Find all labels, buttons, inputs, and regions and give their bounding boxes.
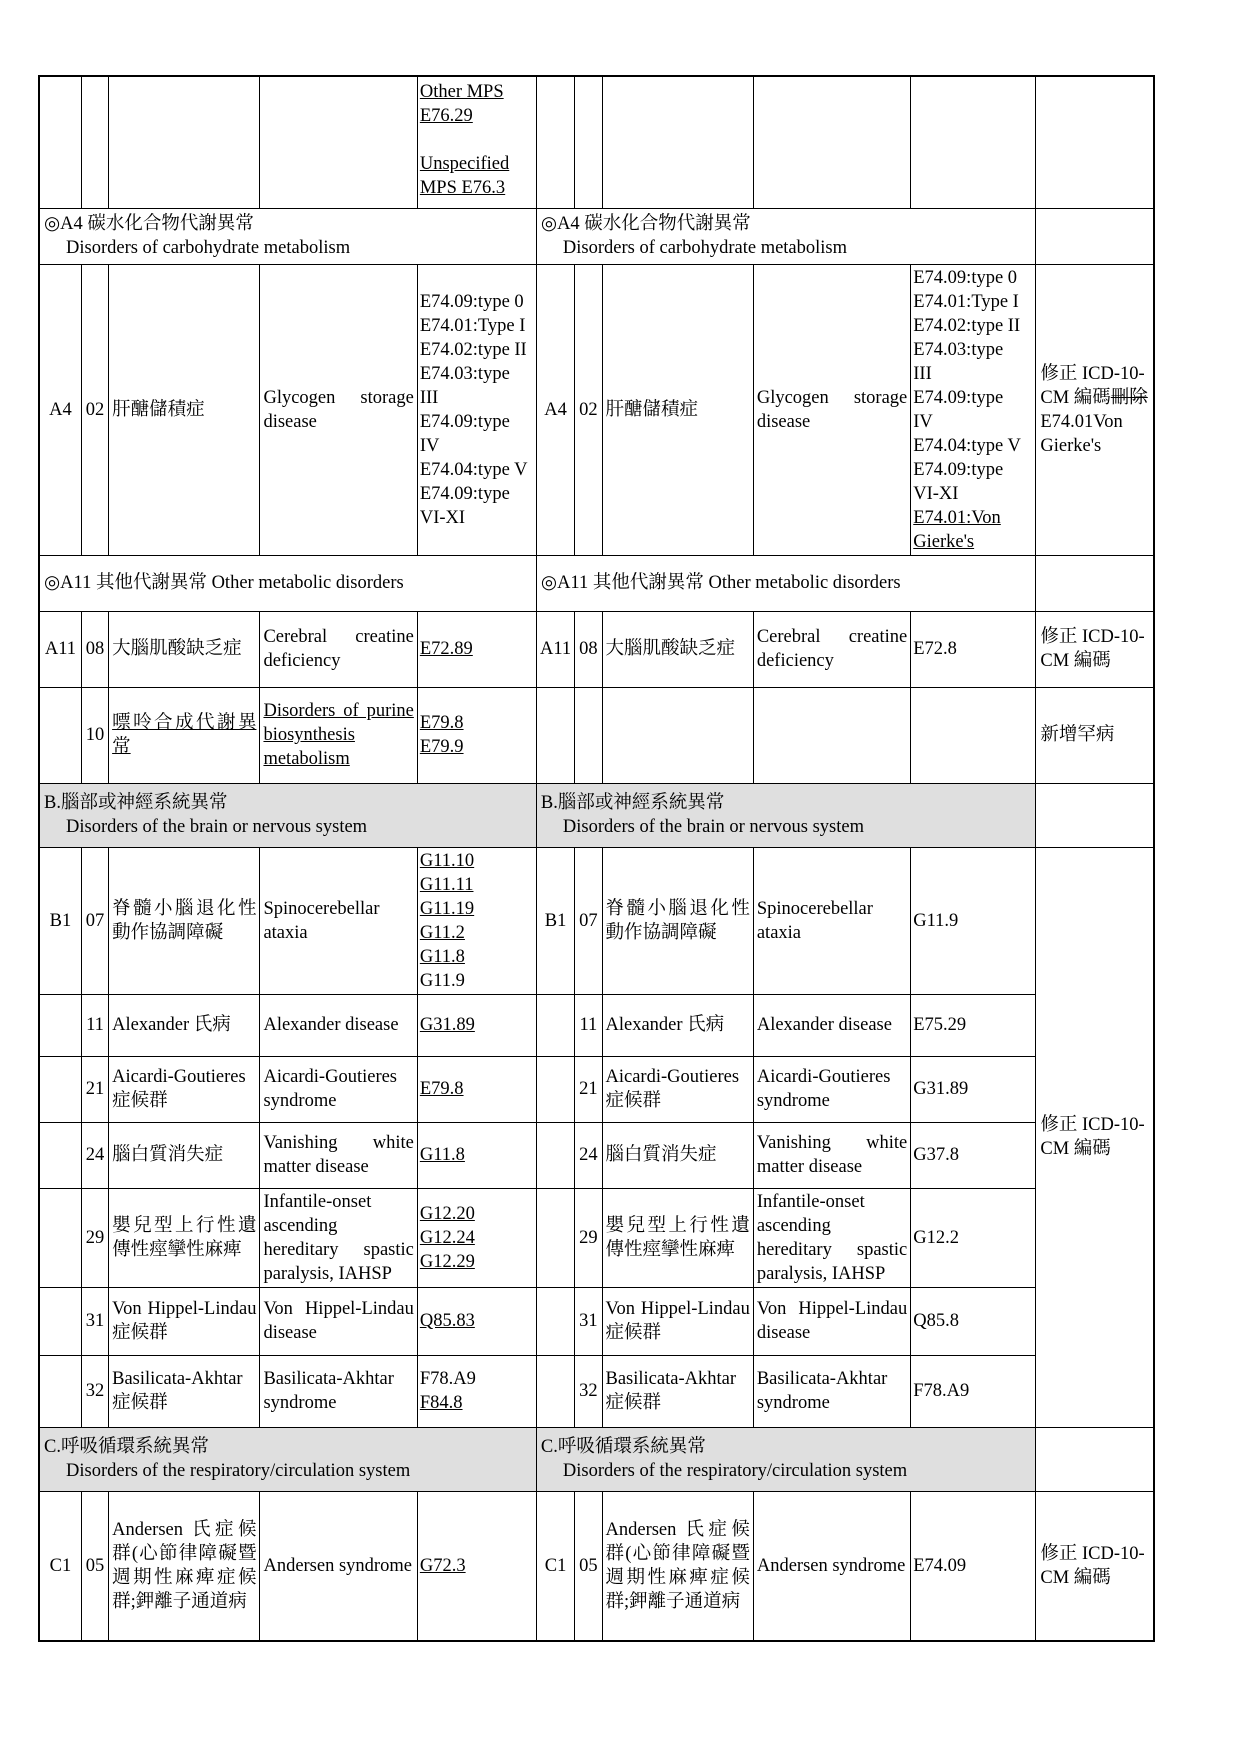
r32-right-id-cell [536, 1355, 574, 1427]
code-line: E74.01:Von [913, 507, 1001, 528]
section-c-note-cell [1036, 1427, 1154, 1491]
section-a4-title-zh: ◎A4 碳水化合物代謝異常 [44, 214, 254, 234]
row-b1-11 [39, 994, 1154, 1056]
code-line: G31.89 [419, 1015, 475, 1035]
a1108-right-code-cell [911, 611, 1036, 687]
r11-right-en-cell: Alexander disease [753, 994, 910, 1056]
b107-left-zh-cell: 脊髓小腦退化性動作協調障礙 [109, 847, 260, 994]
r24-left-no-cell: 24 [81, 1122, 108, 1188]
code-line: E72.8 [913, 639, 957, 659]
r32-left-zh-cell: Basilicata-Akhtar 症候群 [109, 1355, 260, 1427]
code-line: E74.04:type V [419, 459, 528, 480]
c105-right-en-cell: Andersen syndrome [753, 1491, 910, 1641]
code-line: IV [913, 411, 933, 432]
a402-left-code-cell [417, 264, 536, 555]
r11-right-zh-cell: Alexander 氏病 [602, 994, 753, 1056]
a1108-left-no-cell: 08 [81, 611, 108, 687]
carryover-right-id-cell [536, 76, 574, 208]
row-section-a11 [39, 555, 1154, 611]
section-a11-left-header-cell [39, 555, 536, 611]
r10-note-cell [1036, 687, 1154, 783]
row-c1-05 [39, 1491, 1154, 1641]
r10-right-id-cell [536, 687, 574, 783]
r31-left-code-cell [417, 1287, 536, 1355]
row-a11-10 [39, 687, 1154, 783]
row-a4-02 [39, 264, 1154, 555]
b107-right-en-cell: Spinocerebellar ataxia [753, 847, 910, 994]
row-a11-08 [39, 611, 1154, 687]
carryover-left-id-cell [39, 76, 81, 208]
a1108-left-code-cell [417, 611, 536, 687]
r32-right-no-cell: 32 [575, 1355, 602, 1427]
section-c-title-zh: C.呼吸循環系統異常 [44, 1437, 209, 1457]
r29-right-en-cell: Infantile-onset ascending hereditary spastic paralysis, IAHSP [753, 1188, 910, 1287]
code-line: MPS E76.3 [419, 177, 506, 198]
a1108-right-id-cell: A11 [536, 611, 574, 687]
r31-left-zh-cell: Von Hippel-Lindau 症候群 [109, 1287, 260, 1355]
code-line: G11.9 [419, 970, 465, 991]
c105-left-id-cell: C1 [39, 1491, 81, 1641]
code-line: G11.11 [419, 874, 474, 895]
b107-left-en-cell: Spinocerebellar ataxia [260, 847, 417, 994]
r29-left-code-cell [417, 1188, 536, 1287]
code-line: Other MPS [419, 81, 504, 102]
r29-right-id-cell [536, 1188, 574, 1287]
r31-right-no-cell: 31 [575, 1287, 602, 1355]
b-block-note-cell [1036, 847, 1154, 1427]
b107-right-zh-cell: 脊髓小腦退化性動作協調障礙 [602, 847, 753, 994]
r29-right-zh-cell: 嬰兒型上行性遺傳性痙攣性麻痺 [602, 1188, 753, 1287]
code-line: E74.09:type 0 [419, 291, 524, 312]
code-line: Q85.8 [913, 1311, 959, 1331]
section-b-note-cell [1036, 783, 1154, 847]
r29-right-no-cell: 29 [575, 1188, 602, 1287]
code-line: Unspecified [419, 153, 510, 174]
code-line: E74.09 [913, 1555, 967, 1576]
carryover-note-cell [1036, 76, 1154, 208]
section-c-left-header-cell [39, 1427, 536, 1491]
code-line: E74.01:Type I [419, 315, 526, 336]
section-a4-left-header-cell [39, 208, 536, 264]
code-line: G12.2 [913, 1227, 959, 1248]
disease-name-zh: 嘌呤合成代謝異常 [112, 713, 257, 757]
r31-right-id-cell [536, 1287, 574, 1355]
c105-left-en-cell: Andersen syndrome [260, 1491, 417, 1641]
code-line: E74.03:type [419, 363, 510, 384]
r31-right-en-cell: Von Hippel-Lindau disease [753, 1287, 910, 1355]
r24-left-en-cell: Vanishing white matter disease [260, 1122, 417, 1188]
note-strikethrough-text: 刪除 [1110, 387, 1148, 408]
r10-right-en-cell [753, 687, 910, 783]
code-line: F78.A9 [913, 1381, 970, 1401]
a402-right-zh-cell: 肝醣儲積症 [602, 264, 753, 555]
r32-right-zh-cell: Basilicata-Akhtar 症候群 [602, 1355, 753, 1427]
section-b-right-header-cell [536, 783, 1035, 847]
carryover-right-en-cell [753, 76, 910, 208]
code-line: III [913, 363, 932, 384]
row-b1-24 [39, 1122, 1154, 1188]
code-line: F78.A9 [419, 1369, 476, 1389]
code-line: G12.29 [419, 1251, 475, 1272]
code-line: E74.09:type [913, 387, 1004, 408]
c105-left-code-cell [417, 1491, 536, 1641]
carryover-right-code-cell [911, 76, 1036, 208]
a402-left-no-cell: 02 [81, 264, 108, 555]
r24-left-zh-cell: 腦白質消失症 [109, 1122, 260, 1188]
a402-left-en-cell: Glycogen storage disease [260, 264, 417, 555]
section-a4-note-cell [1036, 208, 1154, 264]
code-line: G31.89 [913, 1079, 969, 1099]
r29-left-no-cell: 29 [81, 1188, 108, 1287]
carryover-left-zh-cell [109, 76, 260, 208]
code-line: G11.2 [419, 922, 465, 943]
r31-left-id-cell [39, 1287, 81, 1355]
code-line: E76.29 [419, 105, 473, 126]
row-section-c [39, 1427, 1154, 1491]
code-line: G11.10 [419, 850, 475, 871]
r31-left-no-cell: 31 [81, 1287, 108, 1355]
code-line: VI-XI [419, 507, 466, 528]
code-line: G37.8 [913, 1145, 959, 1165]
r10-right-code-cell [911, 687, 1036, 783]
code-line: Gierke's [913, 531, 975, 552]
r21-left-en-cell: Aicardi-Goutieres syndrome [260, 1056, 417, 1122]
code-line: E74.09:type [419, 483, 510, 504]
r11-left-code-cell [417, 994, 536, 1056]
section-a11-note-cell [1036, 555, 1154, 611]
r31-right-zh-cell: Von Hippel-Lindau症候群 [602, 1287, 753, 1355]
r21-left-code-cell [417, 1056, 536, 1122]
c105-right-id-cell: C1 [536, 1491, 574, 1641]
r11-right-no-cell: 11 [575, 994, 602, 1056]
carryover-right-no-cell [575, 76, 602, 208]
r32-right-code-cell [911, 1355, 1036, 1427]
row-section-b [39, 783, 1154, 847]
code-line: Q85.83 [419, 1311, 475, 1331]
r21-right-code-cell [911, 1056, 1036, 1122]
carryover-left-code-cell [417, 76, 536, 208]
section-a11-title: ◎A11 其他代謝異常 Other metabolic disorders [44, 573, 404, 593]
note-text: 新增罕病 [1040, 725, 1115, 745]
r24-right-no-cell: 24 [575, 1122, 602, 1188]
code-line: E79.8 [419, 1079, 464, 1099]
section-c-title-en: Disorders of the respiratory/circulation system [562, 1461, 908, 1481]
section-b-title-zh: B.腦部或神經系統異常 [540, 793, 725, 813]
a402-right-id-cell: A4 [536, 264, 574, 555]
code-line: E74.03:type [913, 339, 1004, 360]
r21-right-id-cell [536, 1056, 574, 1122]
note-text: E74.01Von Gierke's [1040, 411, 1123, 456]
section-a4-right-header-cell [536, 208, 1035, 264]
section-b-title-en: Disorders of the brain or nervous system [66, 817, 368, 837]
section-b-title-zh: B.腦部或神經系統異常 [44, 793, 228, 813]
r11-left-no-cell: 11 [81, 994, 108, 1056]
r21-right-no-cell: 21 [575, 1056, 602, 1122]
a402-note-cell [1036, 264, 1154, 555]
r24-right-en-cell: Vanishing white matter disease [753, 1122, 910, 1188]
r24-right-zh-cell: 腦白質消失症 [602, 1122, 753, 1188]
r24-left-code-cell [417, 1122, 536, 1188]
note-text: 修正 ICD-10-CM 編碼 [1040, 363, 1145, 408]
r32-left-id-cell [39, 1355, 81, 1427]
code-line: G72.3 [419, 1555, 466, 1576]
section-c-title-zh: C.呼吸循環系統異常 [540, 1437, 706, 1457]
code-line: E74.02:type II [419, 339, 527, 360]
c105-right-code-cell [911, 1491, 1036, 1641]
r24-right-id-cell [536, 1122, 574, 1188]
section-a4-title-en: Disorders of carbohydrate metabolism [66, 238, 351, 258]
a1108-left-id-cell: A11 [39, 611, 81, 687]
r31-right-code-cell [911, 1287, 1036, 1355]
row-section-a4 [39, 208, 1154, 264]
a1108-left-zh-cell: 大腦肌酸缺乏症 [109, 611, 260, 687]
code-line: E79.9 [419, 737, 464, 757]
r11-left-id-cell [39, 994, 81, 1056]
row-b1-07 [39, 847, 1154, 994]
a402-right-code-cell [911, 264, 1036, 555]
comparison-table-page [38, 75, 1155, 1642]
section-b-title-en: Disorders of the brain or nervous system [562, 817, 864, 837]
section-c-right-header-cell [536, 1427, 1035, 1491]
r10-left-id-cell [39, 687, 81, 783]
a1108-right-no-cell: 08 [575, 611, 602, 687]
code-line: E74.09:type 0 [913, 267, 1018, 288]
r31-left-en-cell: Von Hippel-Lindau disease [260, 1287, 417, 1355]
section-a4-title-zh: ◎A4 碳水化合物代謝異常 [540, 214, 751, 234]
r10-right-zh-cell [602, 687, 753, 783]
code-line: G11.8 [419, 1145, 465, 1165]
section-b-left-header-cell [39, 783, 536, 847]
r10-left-zh-cell [109, 687, 260, 783]
r21-right-zh-cell: Aicardi-Goutieres 症候群 [602, 1056, 753, 1122]
row-b1-21 [39, 1056, 1154, 1122]
c105-right-no-cell: 05 [575, 1491, 602, 1641]
a402-left-zh-cell: 肝醣儲積症 [109, 264, 260, 555]
c105-left-zh-cell: Andersen 氏症候群(心節律障礙暨週期性麻痺症候群;鉀離子通道病 [109, 1491, 260, 1641]
r21-left-id-cell [39, 1056, 81, 1122]
a402-left-id-cell: A4 [39, 264, 81, 555]
r11-right-id-cell [536, 994, 574, 1056]
code-line: E72.89 [419, 639, 473, 659]
carryover-right-zh-cell [602, 76, 753, 208]
code-line: G12.20 [419, 1203, 475, 1224]
section-a4-title-en: Disorders of carbohydrate metabolism [562, 238, 848, 258]
c105-left-no-cell: 05 [81, 1491, 108, 1641]
c105-note-cell [1036, 1491, 1154, 1641]
note-text: 修正 ICD-10-CM 編碼 [1040, 627, 1145, 671]
code-line: VI-XI [913, 483, 959, 504]
code-line: E74.02:type II [913, 315, 1021, 336]
code-line: E75.29 [913, 1015, 967, 1035]
note-text: 修正 ICD-10-CM 編碼 [1040, 1543, 1145, 1588]
section-a11-right-header-cell [536, 555, 1035, 611]
r10-left-en-cell [260, 687, 417, 783]
a1108-note-cell [1036, 611, 1154, 687]
r11-left-en-cell: Alexander disease [260, 994, 417, 1056]
row-b1-31 [39, 1287, 1154, 1355]
code-line: E74.09:type [913, 459, 1004, 480]
r10-left-code-cell [417, 687, 536, 783]
carryover-left-en-cell [260, 76, 417, 208]
r24-left-id-cell [39, 1122, 81, 1188]
code-line: F84.8 [419, 1393, 463, 1413]
r29-left-id-cell [39, 1188, 81, 1287]
code-line: G11.19 [419, 898, 475, 919]
row-b1-29 [39, 1188, 1154, 1287]
code-line: G11.8 [419, 946, 465, 967]
r32-left-no-cell: 32 [81, 1355, 108, 1427]
code-line: IV [419, 435, 440, 456]
code-line: G11.9 [913, 910, 959, 931]
a402-right-en-cell: Glycogen storage disease [753, 264, 910, 555]
code-line: E74.09:type [419, 411, 510, 432]
b107-right-no-cell: 07 [575, 847, 602, 994]
r11-right-code-cell [911, 994, 1036, 1056]
b107-right-id-cell: B1 [536, 847, 574, 994]
a1108-right-zh-cell: 大腦肌酸缺乏症 [602, 611, 753, 687]
a1108-right-en-cell: Cerebral creatine deficiency [753, 611, 910, 687]
row-carryover [39, 76, 1154, 208]
section-a11-title: ◎A11 其他代謝異常 Other metabolic disorders [540, 573, 901, 593]
b107-left-no-cell: 07 [81, 847, 108, 994]
r21-right-en-cell: Aicardi-Goutieres syndrome [753, 1056, 910, 1122]
disease-name-en: Disorders of purine biosynthesis metabolism [263, 701, 414, 769]
b107-left-code-cell [417, 847, 536, 994]
r21-left-zh-cell: Aicardi-Goutieres 症候群 [109, 1056, 260, 1122]
r29-left-zh-cell: 嬰兒型上行性遺傳性痙攣性麻痺 [109, 1188, 260, 1287]
b107-right-code-cell [911, 847, 1036, 994]
code-line: III [419, 387, 439, 408]
carryover-left-no-cell [81, 76, 108, 208]
code-line: E74.04:type V [913, 435, 1021, 456]
code-line: E74.01:Type I [913, 291, 1019, 312]
code-line: E79.8 [419, 713, 464, 733]
r29-right-code-cell [911, 1188, 1036, 1287]
a402-right-no-cell: 02 [575, 264, 602, 555]
b107-left-id-cell: B1 [39, 847, 81, 994]
r11-left-zh-cell: Alexander 氏病 [109, 994, 260, 1056]
r32-right-en-cell: Basilicata-Akhtar syndrome [753, 1355, 910, 1427]
r10-right-no-cell [575, 687, 602, 783]
r24-right-code-cell [911, 1122, 1036, 1188]
row-b1-32 [39, 1355, 1154, 1427]
r29-left-en-cell: Infantile-onset ascending hereditary spastic paralysis, IAHSP [260, 1188, 417, 1287]
r10-left-no-cell: 10 [81, 687, 108, 783]
section-c-title-en: Disorders of the respiratory/circulation system [66, 1461, 411, 1481]
a1108-left-en-cell: Cerebral creatine deficiency [260, 611, 417, 687]
c105-right-zh-cell: Andersen 氏症候群(心節律障礙暨週期性麻痺症候群;鉀離子通道病 [602, 1491, 753, 1641]
icd-revision-comparison-table [38, 75, 1155, 1642]
r32-left-en-cell: Basilicata-Akhtar syndrome [260, 1355, 417, 1427]
note-text: 修正 ICD-10-CM 編碼 [1040, 1115, 1145, 1159]
code-line: G12.24 [419, 1227, 475, 1248]
r32-left-code-cell [417, 1355, 536, 1427]
r21-left-no-cell: 21 [81, 1056, 108, 1122]
